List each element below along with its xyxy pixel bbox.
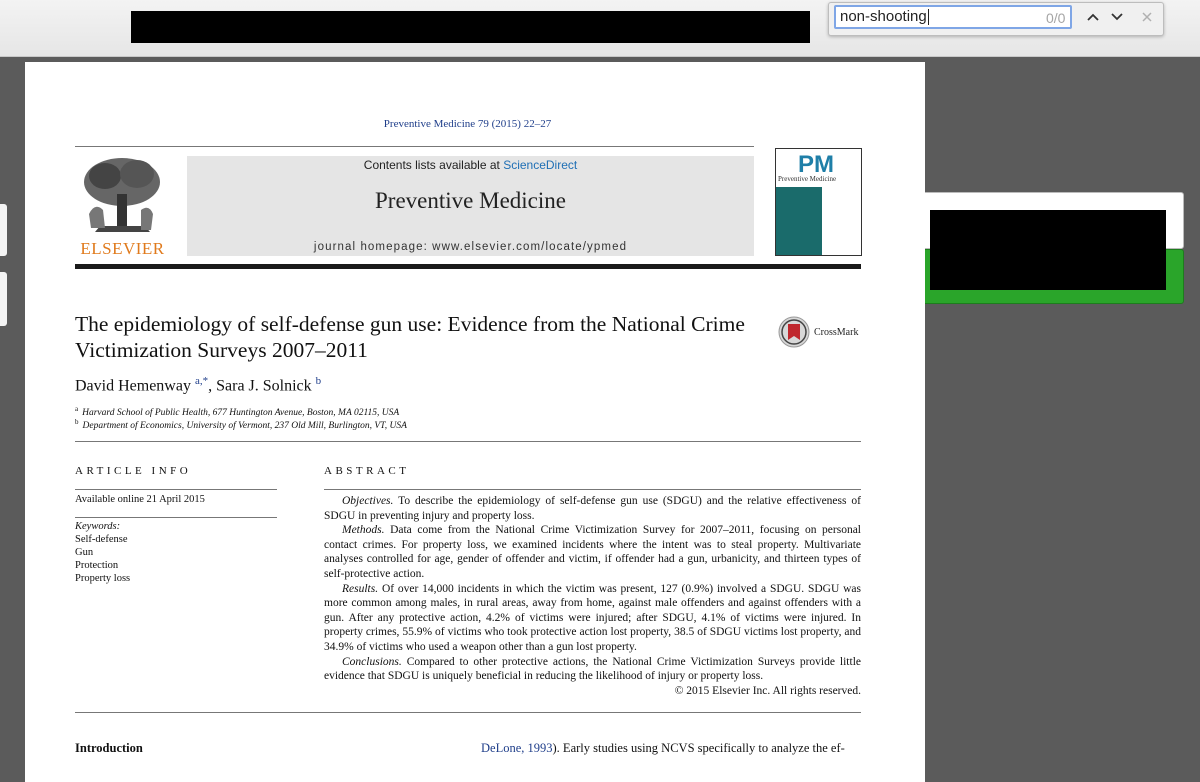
chevron-down-icon (1110, 12, 1124, 22)
cover-letters: PM (798, 151, 834, 178)
available-online: Available online 21 April 2015 (75, 494, 205, 505)
abstract-results: Results. Of over 14,000 incidents in which the victim was present, 127 (0.9%) involved a SDGU. SDGU was more common among males, in rural areas, away from home, against male offenders and against offenders with a gun. After any protective action, 4.2% of victims were injured; after SDGU, 4.1% of victims were injured. In property crimes, 55.9% of victims who took protective action lost property, 38.5 of SDGU victims lost property, and 34.9% of victims who used a weapon other than a gun lost property. (324, 582, 861, 653)
divider (324, 489, 861, 490)
divider (75, 517, 277, 518)
journal-banner (187, 156, 754, 256)
cover-subtitle: Preventive Medicine (778, 175, 837, 183)
contents-line: Contents lists available at ScienceDirect (363, 158, 578, 172)
affiliation-marker[interactable]: b (315, 375, 322, 387)
introduction-heading: Introduction (75, 741, 143, 755)
publisher-name: ELSEVIER (80, 239, 165, 258)
close-icon (1141, 11, 1153, 23)
affiliation-marker[interactable]: a,* (194, 375, 209, 387)
journal-name: Preventive Medicine (375, 188, 566, 213)
chevron-up-icon (1086, 12, 1100, 22)
article-title: The epidemiology of self-defense gun use: Evidence from the National Crime Victimization Surveys 2007–2011 (75, 312, 745, 362)
keyword: Self-defense (75, 534, 128, 545)
keywords-label: Keywords: (75, 521, 121, 532)
find-match-count: 0/0 (1046, 10, 1066, 26)
journal-cover-image (775, 148, 862, 256)
copyright: © 2015 Elsevier Inc. All rights reserved. (674, 684, 861, 697)
pdf-page (25, 62, 925, 782)
find-next-button[interactable] (1104, 6, 1130, 28)
redacted-region (131, 11, 810, 43)
tree-icon (75, 154, 170, 236)
keyword: Property loss (75, 573, 131, 584)
abstract-heading: ABSTRACT (324, 465, 410, 477)
author-name: Sara J. Solnick (216, 377, 312, 395)
intro-text: DeLone, 1993). Early studies using NCVS specifically to analyze the ef- (481, 741, 845, 755)
abstract-conclusions: Conclusions. Compared to other protective actions, the National Crime Victimization Surveys provide little evidence that SDGU is uniquely beneficial in reducing the likelihood of injury or property loss. (324, 655, 861, 683)
divider (75, 712, 861, 713)
journal-citation[interactable]: Preventive Medicine 79 (2015) 22–27 (383, 118, 552, 130)
affiliation-a: $^a$ Harvard School of Public Health, 677 Huntington Avenue, Boston, MA 02115, USA (75, 405, 400, 419)
find-previous-button[interactable] (1080, 6, 1106, 28)
divider (75, 489, 277, 490)
abstract-objectives: Objectives. To describe the epidemiology of self-defense gun use (SDGU) and the relative effectiveness of SDGU in preventing injury and property loss. (324, 495, 861, 522)
divider (75, 264, 861, 269)
article-info-heading: ARTICLE INFO (75, 465, 192, 477)
sciencedirect-link[interactable]: ScienceDirect (503, 158, 578, 172)
keyword: Protection (75, 560, 119, 571)
divider (75, 441, 861, 442)
left-panel-tab[interactable] (0, 272, 7, 326)
citation-link[interactable]: DeLone, 1993 (481, 741, 553, 755)
keyword: Gun (75, 547, 94, 558)
crossmark-icon (778, 316, 810, 348)
elsevier-logo (75, 154, 170, 259)
redacted-region (930, 210, 1166, 290)
abstract-body (324, 494, 861, 698)
find-input[interactable]: non-shooting (834, 5, 1072, 29)
affiliation-b: $^b$ Department of Economics, University of Vermont, 237 Old Mill, Burlington, VT, USA (75, 418, 407, 432)
crossmark-badge[interactable]: CrossMark (778, 316, 868, 350)
journal-homepage[interactable]: journal homepage: www.elsevier.com/locate/ypmed (313, 241, 628, 253)
abstract-methods: Methods. Data come from the National Crime Victimization Survey for 2007–2011, focusing on personal contact crimes. For property loss, we examined incidents where the intent was to steal property. Multivariate analyses controlled for age, gender of offender and victim, if offender had a gun, urbanicity, and thirteen types of self-protective action. (324, 524, 861, 580)
author-name: David Hemenway (75, 377, 191, 395)
divider (75, 146, 754, 147)
left-panel-tab[interactable] (0, 204, 7, 256)
find-close-button[interactable] (1134, 6, 1160, 28)
author-list: David Hemenway $^{a,*}$, Sara J. Solnick $^b$ (75, 375, 322, 395)
